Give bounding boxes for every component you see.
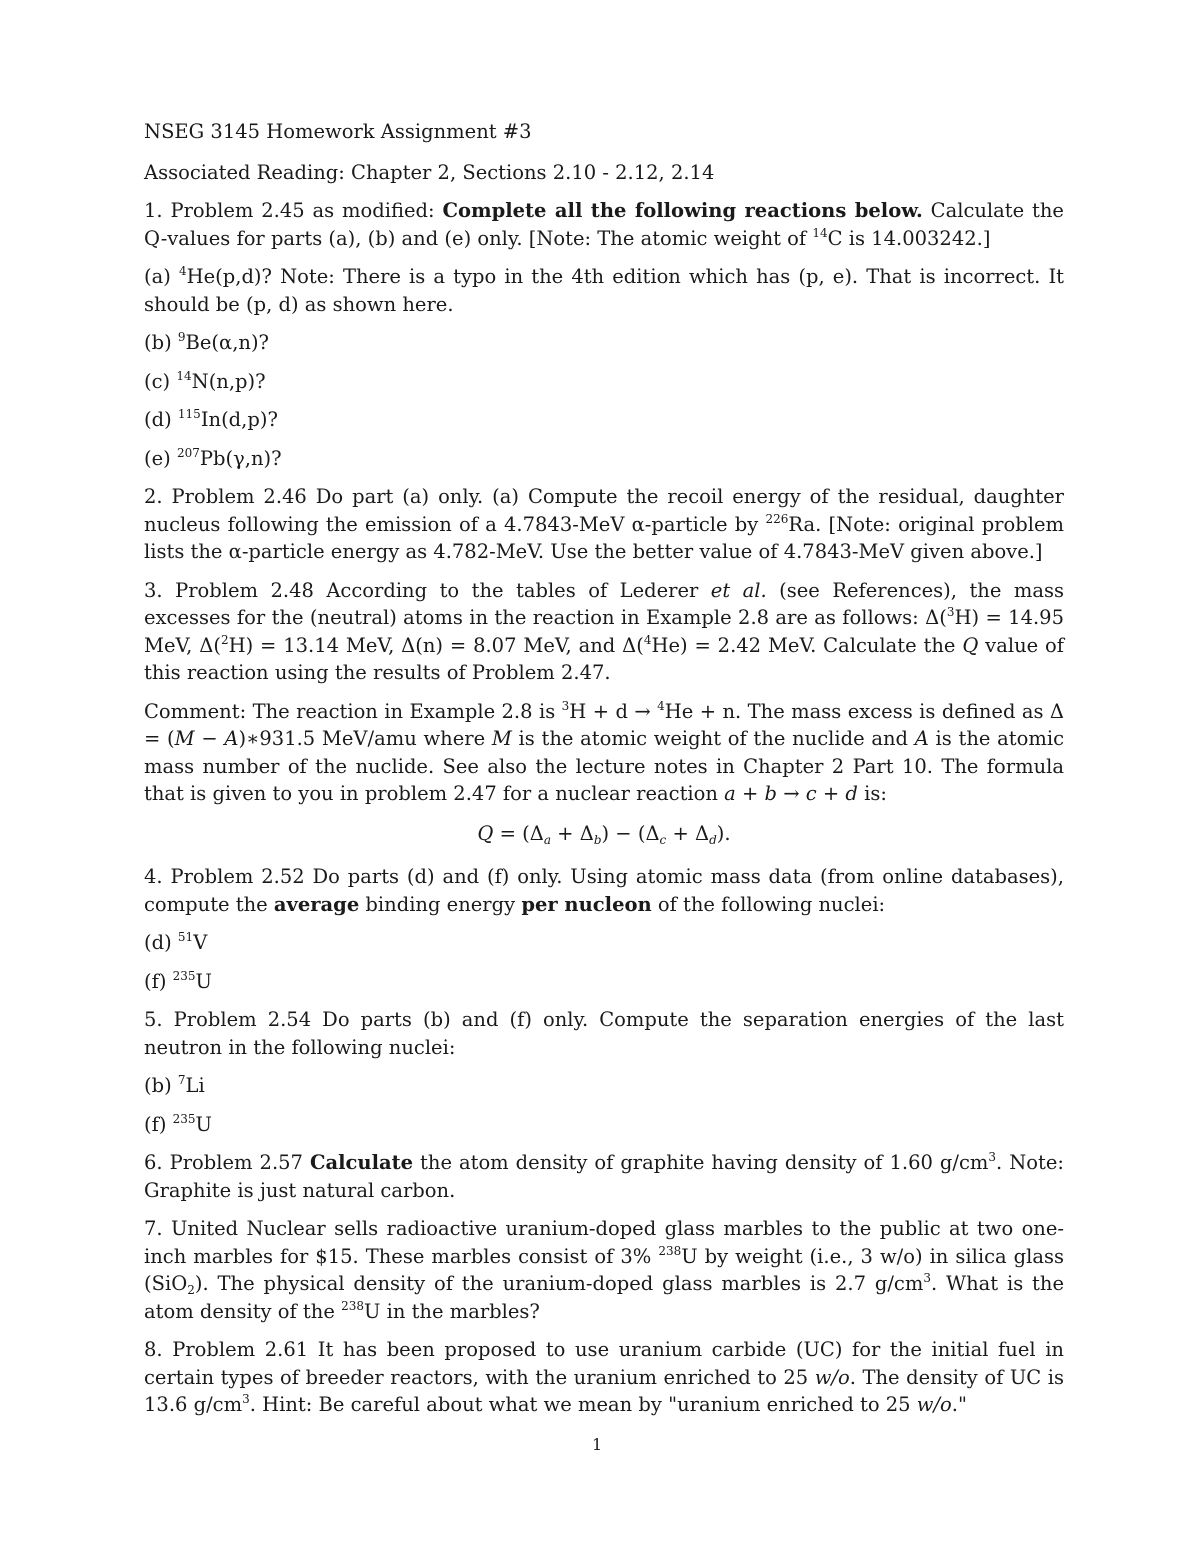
problem-4f: (f) $^{235}$U <box>144 968 212 993</box>
page-number: 1 <box>592 1435 603 1454</box>
document-page <box>144 118 1064 1430</box>
problem-4d: (d) $^{51}$V <box>144 930 208 954</box>
problem-1c: (c) $^{14}$N(n,p)? <box>144 368 266 393</box>
problem-1: 1. Problem 2.45 as modified: Complete all the following reactions below. Calculate the Q-values for parts (a), (b) and (e) only. [Note: The atomic weight of $^{14}$C is 14.003242.] <box>144 199 1064 250</box>
problem-1a: (a) $^4$He(p,d)? Note: There is a typo in the 4th edition which has (p, e). That is incorrect. It should be (p, d) as shown here. <box>144 264 1064 316</box>
problem-2: 2. Problem 2.46 Do part (a) only. (a) Compute the recoil energy of the residual, daughter nucleus following the emission of a 4.7843-MeV α-particle by $^{226}$Ra. [Note: original problem lists the α-particle energy as 4.782-MeV. Use the better value of 4.7843-MeV given above.] <box>144 485 1064 563</box>
problem-7: 7. United Nuclear sells radioactive uranium-doped glass marbles to the public at two one-inch marbles for $15. These marbles consist of 3% $^{238}$U by weight (i.e., 3 w/o) in silica glass (SiO$_2$). The physical density of the uranium-doped glass marbles is 2.7 $g/cm^3$. What is the atom density of the $^{238}$U in the marbles? <box>144 1217 1064 1323</box>
problem-8: 8. Problem 2.61 It has been proposed to use uranium carbide (UC) for the initial fuel in certain types of breeder reactors, with the uranium enriched to 25 w/o. The density of UC is 13.6 $g/cm^3$. Hint: Be careful about what we mean by "uranium enriched to 25 w/o." <box>144 1338 1064 1416</box>
problem-1d: (d) $^{115}$In(d,p)? <box>144 407 278 431</box>
associated-reading: Associated Reading: Chapter 2, Sections 2.10 - 2.12, 2.14 <box>144 160 715 184</box>
problem-4: 4. Problem 2.52 Do parts (d) and (f) only. Using atomic mass data (from online databases), compute the average binding energy per nucleon of the following nuclei: <box>144 865 1064 916</box>
assignment-title: NSEG 3145 Homework Assignment #3 <box>144 120 532 143</box>
problem-5: 5. Problem 2.54 Do parts (b) and (f) only. Compute the separation energies of the last neutron in the following nuclei: <box>144 1008 1064 1059</box>
problem-6: 6. Problem 2.57 Calculate the atom density of graphite having density of 1.60 $g/cm^3$. Note: Graphite is just natural carbon. <box>144 1150 1064 1202</box>
problem-5b: (b) $^7$Li <box>144 1073 205 1097</box>
problem-5f: (f) $^{235}$U <box>144 1111 212 1136</box>
problem-1b: (b) $^9$Be(α,n)? <box>144 330 270 354</box>
comment: Comment: The reaction in Example 2.8 is $^3$H + d → $^4$He + n. The mass excess is defined as Δ = (M − A)∗931.5 MeV/amu where M is the atomic weight of the nuclide and A is the atomic mass number of the nuclide. See also the lecture notes in Chapter 2 Part 10. The formula that is given to you in problem 2.47 for a nuclear reaction a + b → c + d is: <box>144 698 1064 805</box>
q-value-equation: $Q = (\Delta_a + \Delta_b) - (\Delta_c + \Delta_d)$. <box>477 821 731 847</box>
problem-1-instruction: Complete all the following reactions below. <box>442 199 923 222</box>
problem-1e: (e) $^{207}$Pb(γ,n)? <box>144 445 282 470</box>
problem-3: 3. Problem 2.48 According to the tables of Lederer et al. (see References), the mass excesses for the (neutral) atoms in the reaction in Example 2.8 are as follows: Δ($^3$H) = 14.95 MeV, Δ($^2$H) = 13.14 MeV, Δ(n) = 8.07 MeV, and Δ($^4$He) = 2.42 MeV. Calculate the Q value of this reaction using the results of Problem 2.47. <box>144 578 1064 684</box>
